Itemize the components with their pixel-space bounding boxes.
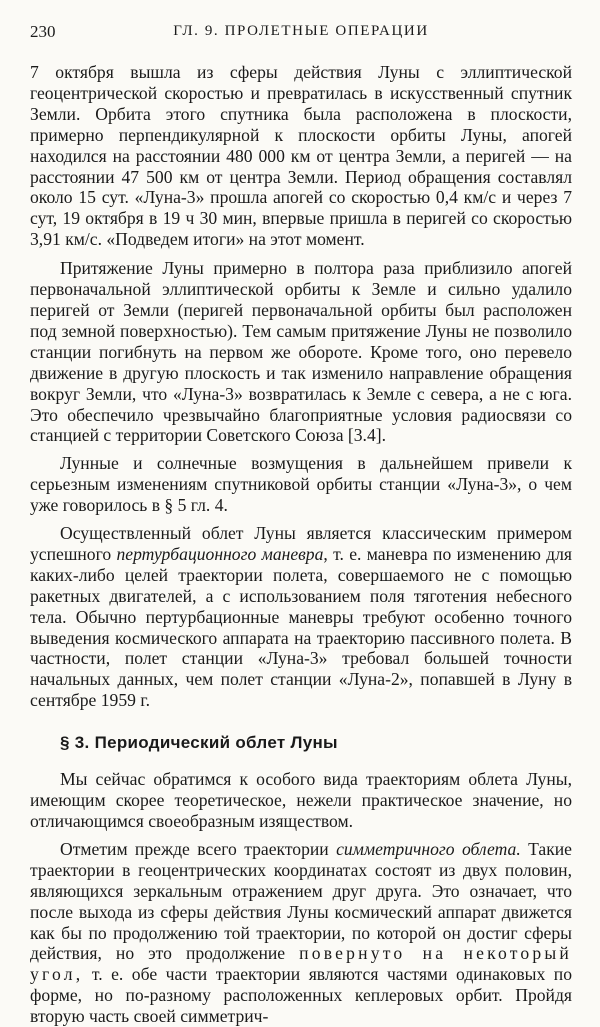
running-head: ГЛ. 9. ПРОЛЕТНЫЕ ОПЕРАЦИИ (173, 23, 429, 39)
page-body (30, 62, 572, 1027)
spaced-emphasis: повернуто на некоторый угол, (30, 943, 573, 985)
section-title: § 3. Периодический облет Луны (60, 733, 338, 753)
paragraph-text: т. е. обе части траектории являются частями одинаковых по форме, но по-разному расположенных кеплеровых орбит. Пройдя вторую часть своей симметрич- (30, 964, 572, 1027)
page-number: 230 (30, 22, 56, 41)
paragraph-perturbation-maneuver (30, 523, 572, 711)
paragraph-text: Осуществленный облет Луны является классическим примером успешного (30, 523, 572, 564)
emphasis-term: симметричного облета. (336, 838, 521, 859)
page-header (30, 22, 572, 44)
paragraph-continuation: 7 октября вышла из сферы действия Луны с эллиптической геоцентрической скоростью и превратилась в искусственный спутник Земли. Орбита этого спутника была расположена в плоскости, примерно перпендикулярной к плоскости орбиты Луны, апогей находился на расстоянии 480 000 км от центра Земли, а перигей — на расстоянии 47 500 км от центра Земли. Период обращения составлял около 15 сут. «Луна-3» прошла апогей со скоростью 0,4 км/с и через 7 сут, 19 октября в 19 ч 30 мин, впервые пришла в перигей со скоростью 3,91 км/с. «Подведем итоги» на этот момент. (30, 62, 572, 250)
paragraph-symmetric-flyby (30, 839, 572, 1027)
paragraph-moon-attraction: Притяжение Луны примерно в полтора раза приблизило апогей первоначальной эллиптической орбиты к Земле и сильно удалило перигей от Земли (перигей первоначальной орбиты был расположен под земной поверхностью). Тем самым притяжение Луны не позволило станции погибнуть на первом же обороте. Кроме того, оно перевело движение в другую плоскость и так изменило направление обращения вокруг Земли, что «Луна-3» возвратилась к Земле с севера, а не с юга. Это обеспечило чрезвычайно благоприятные условия радиосвязи со станцией с территории Советского Союза [3.4]. (30, 258, 572, 446)
emphasis-term: пертурбационного маневра (116, 543, 324, 564)
paragraph-text: , т. е. маневра по изменению для каких-либо целей траектории полета, совершаемого не с помощью ракетных двигателей, а с использованием поля тяготения небесного тела. Обычно пертурбационные маневры требуют особенно точного выведения космического аппарата на траекторию пассивного полета. В частности, полет станции «Луна-3» требовал большей точности начальных данных, чем полет станции «Луна-2», попавшей в Луну в сентябре 1959 г. (30, 543, 572, 711)
paragraph-text: Отметим прежде всего траектории (60, 838, 337, 859)
paragraph-perturbations: Лунные и солнечные возмущения в дальнейшем привели к серьезным изменениям спутниковой орбиты станции «Луна-3», о чем уже говорилось в § 5 гл. 4. (30, 453, 572, 516)
paragraph-text: Такие траектории в геоцентрических координатах состоят из двух половин, являющихся зеркальным отражением друг друга. Это означает, что после выхода из сферы действия Луны космический аппарат движется как бы по продолжению той траектории, по которой он достиг сферы действия, но это продолжение (30, 838, 572, 964)
paragraph-intro: Мы сейчас обратимся к особого вида траекториям облета Луны, имеющим скорее теоретическое, нежели практическое значение, но отличающимся своеобразным изяществом. (30, 769, 572, 831)
